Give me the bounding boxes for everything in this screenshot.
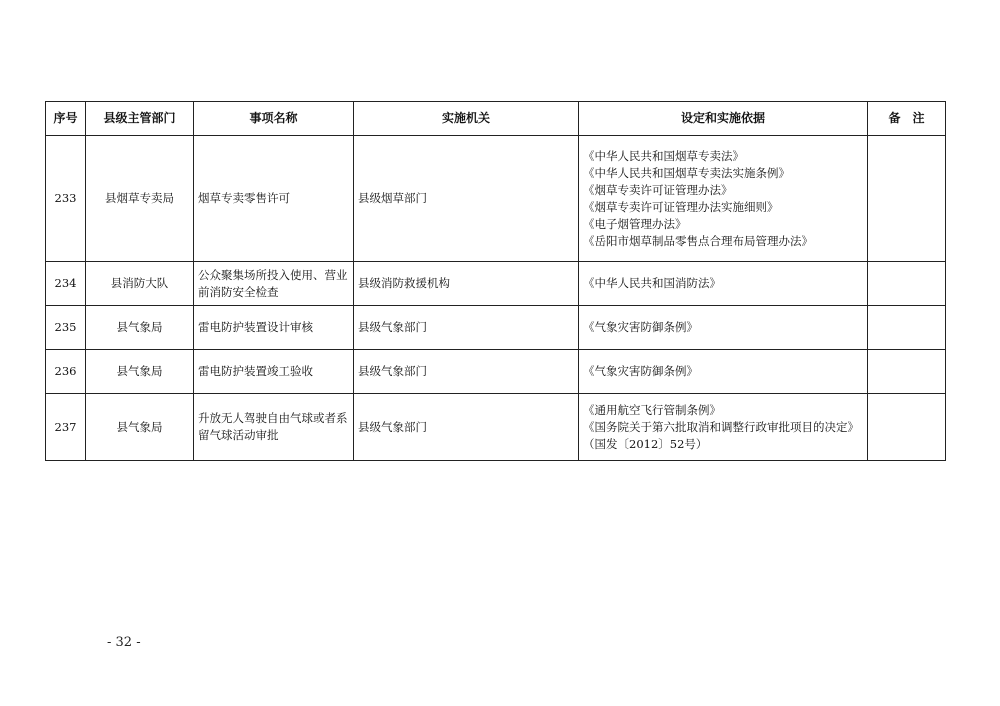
cell-basis [579, 394, 868, 461]
cell-dept: 县气象局 [86, 394, 194, 461]
cell-item: 升放无人驾驶自由气球或者系留气球活动审批 [194, 394, 354, 461]
table-row [46, 306, 946, 350]
approval-items-table [45, 101, 946, 461]
basis-line: 《岳阳市烟草制品零售点合理布局管理办法》 [583, 233, 813, 248]
cell-seq: 233 [46, 136, 86, 262]
cell-basis [579, 136, 868, 262]
cell-item: 雷电防护装置竣工验收 [194, 350, 354, 394]
cell-seq: 234 [46, 262, 86, 306]
cell-remark [868, 136, 946, 262]
cell-remark [868, 306, 946, 350]
cell-basis [579, 262, 868, 306]
cell-agency: 县级烟草部门 [354, 136, 579, 262]
header-agency: 实施机关 [354, 102, 579, 136]
cell-agency: 县级气象部门 [354, 306, 579, 350]
cell-remark [868, 394, 946, 461]
basis-line: 《中华人民共和国消防法》 [583, 276, 721, 290]
basis-line: 《中华人民共和国烟草专卖法实施条例》 [583, 165, 790, 180]
basis-line: 《烟草专卖许可证管理办法实施细则》 [583, 199, 779, 214]
table-header-row [46, 102, 946, 136]
basis-line: 《国务院关于第六批取消和调整行政审批项目的决定》（国发〔2012〕52号） [583, 419, 859, 451]
header-seq: 序号 [46, 102, 86, 136]
basis-line: 《通用航空飞行管制条例》 [583, 402, 721, 417]
table-row [46, 394, 946, 461]
cell-agency: 县级气象部门 [354, 394, 579, 461]
cell-remark [868, 350, 946, 394]
cell-agency: 县级消防救援机构 [354, 262, 579, 306]
table-row [46, 136, 946, 262]
cell-item: 公众聚集场所投入使用、营业前消防安全检查 [194, 262, 354, 306]
cell-basis [579, 350, 868, 394]
cell-dept: 县气象局 [86, 350, 194, 394]
cell-seq: 237 [46, 394, 86, 461]
cell-agency: 县级气象部门 [354, 350, 579, 394]
header-remark: 备 注 [868, 102, 946, 136]
cell-item: 雷电防护装置设计审核 [194, 306, 354, 350]
cell-dept: 县烟草专卖局 [86, 136, 194, 262]
basis-line: 《气象灾害防御条例》 [583, 320, 698, 334]
page-number: - 32 - [107, 635, 141, 650]
table-row [46, 350, 946, 394]
table-row [46, 262, 946, 306]
basis-line: 《电子烟管理办法》 [583, 216, 687, 231]
cell-remark [868, 262, 946, 306]
cell-dept: 县消防大队 [86, 262, 194, 306]
basis-line: 《气象灾害防御条例》 [583, 364, 698, 378]
header-basis: 设定和实施依据 [579, 102, 868, 136]
basis-line: 《烟草专卖许可证管理办法》 [583, 182, 733, 197]
header-item: 事项名称 [194, 102, 354, 136]
header-dept: 县级主管部门 [86, 102, 194, 136]
cell-dept: 县气象局 [86, 306, 194, 350]
basis-line: 《中华人民共和国烟草专卖法》 [583, 148, 744, 163]
cell-seq: 236 [46, 350, 86, 394]
cell-basis [579, 306, 868, 350]
cell-seq: 235 [46, 306, 86, 350]
cell-item: 烟草专卖零售许可 [194, 136, 354, 262]
